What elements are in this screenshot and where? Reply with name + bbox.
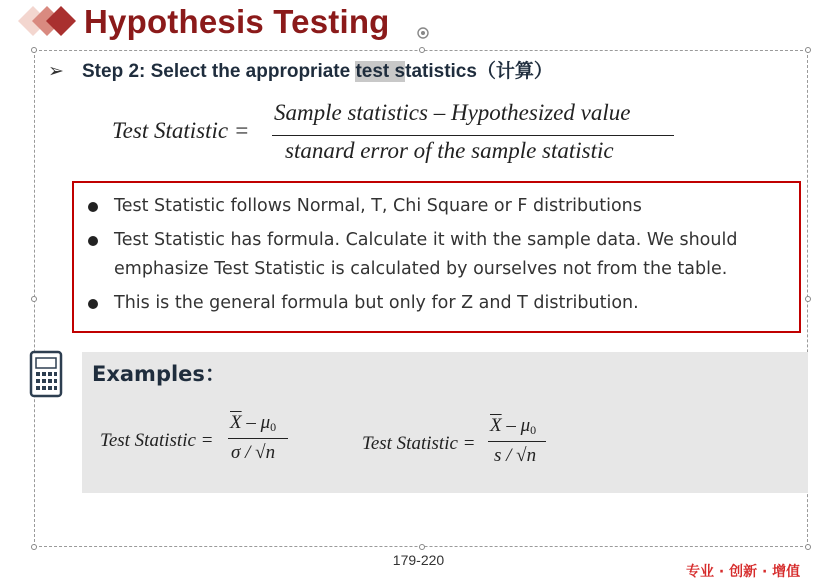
- arrow-bullet-icon: ➢: [48, 61, 64, 82]
- resize-handle-ml[interactable]: [31, 296, 37, 302]
- calculator-icon: [29, 350, 63, 398]
- formula-numerator: $\overline{X} - \mu_0$: [490, 415, 537, 437]
- z-test-formula: [100, 412, 300, 472]
- resize-handle-tl[interactable]: [31, 47, 37, 53]
- resize-handle-bl[interactable]: [31, 544, 37, 550]
- bullet-item: Test Statistic has formula. Calculate it with the sample data. We should emphasize Test Statistic is calculated by ourselves not from the table.: [88, 226, 788, 284]
- fraction-bar: [228, 438, 288, 439]
- resize-handle-mr[interactable]: [805, 296, 811, 302]
- slogan-watermark: 专业 · 创新 · 增值: [686, 564, 801, 580]
- examples-label: Examples：: [92, 362, 226, 386]
- resize-handle-tr[interactable]: [805, 47, 811, 53]
- bullet-dot-icon: [88, 236, 98, 246]
- step-heading: [48, 58, 553, 86]
- bullet-item: Test Statistic follows Normal, T, Chi Square or F distributions: [88, 192, 788, 221]
- bullet-list: [88, 192, 788, 323]
- formula-numerator: $\overline{X} - \mu_0$: [230, 412, 277, 434]
- bullet-item: This is the general formula but only for Z and T distribution.: [88, 289, 788, 318]
- slide-title: Hypothesis Testing: [84, 3, 390, 40]
- step-text-prefix: Step 2: Select the appropriate: [82, 61, 356, 82]
- formula-denominator: stanard error of the sample statistic: [285, 138, 614, 163]
- rotate-handle-icon[interactable]: [416, 26, 430, 40]
- resize-handle-bm[interactable]: [419, 544, 425, 550]
- bullet-dot-icon: [88, 299, 98, 309]
- formula-lhs: Test Statistic =: [112, 118, 250, 143]
- fraction-bar: [488, 441, 546, 442]
- formula-numerator: Sample statistics – Hypothesized value: [274, 100, 631, 125]
- resize-handle-tm[interactable]: [419, 47, 425, 53]
- selected-text[interactable]: test s: [355, 61, 406, 82]
- diamond-logo-icon: [14, 2, 86, 40]
- resize-handle-br[interactable]: [805, 544, 811, 550]
- page-number: 179-220: [392, 552, 445, 568]
- t-test-formula: [362, 415, 562, 475]
- formula-lhs: Test Statistic =: [100, 430, 214, 451]
- step-text-suffix: tatistics（计算）: [405, 61, 553, 82]
- bullet-dot-icon: [88, 202, 98, 212]
- formula-denominator: σ / √n: [231, 442, 276, 463]
- fraction-bar: [272, 135, 674, 136]
- formula-denominator: s / √n: [494, 445, 537, 466]
- main-formula: [112, 100, 692, 170]
- formula-lhs: Test Statistic =: [362, 433, 476, 454]
